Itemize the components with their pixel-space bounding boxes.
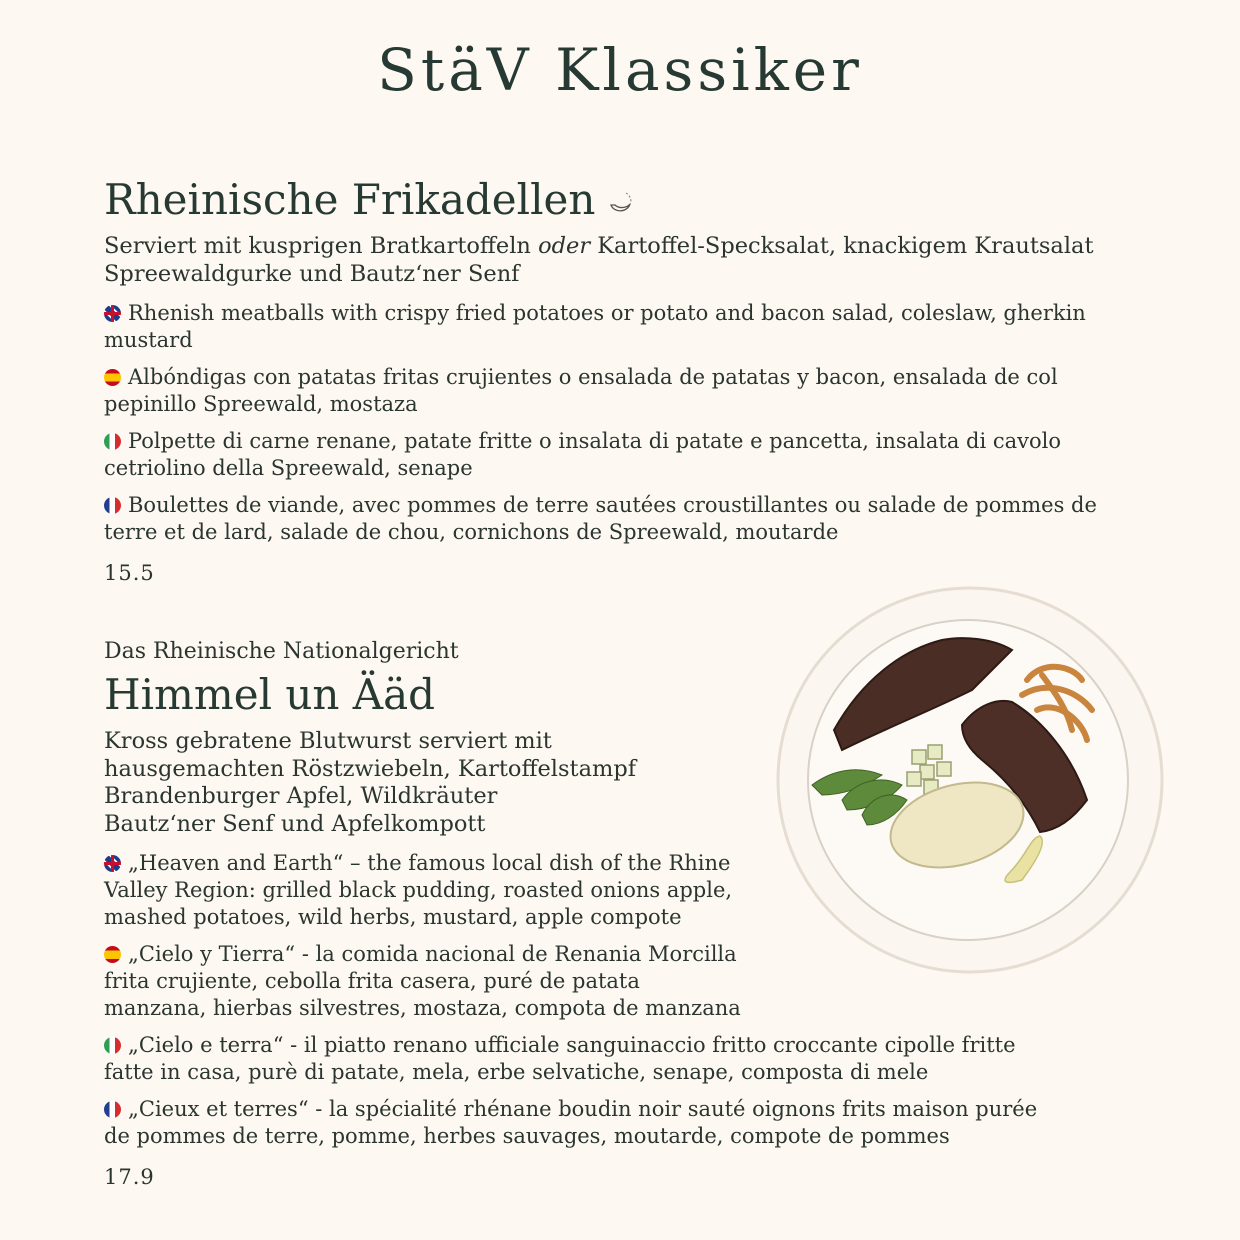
translation-en [104,300,1104,354]
dish-description [104,233,1104,288]
menu-item-frikadellen [104,175,1104,586]
italy-flag-icon [104,433,121,450]
description-line: Brandenburger Apfel, Wildkräuter [104,783,498,809]
translation-text: Albóndigas con patatas fritas crujientes o ensalada de patatas y bacon, ensalada de col pepinillo Spreewald, mostaza [104,365,1058,416]
description-text: Serviert mit kusprigen Bratkartoffeln [104,233,539,259]
france-flag-icon [104,497,121,514]
translation-es [104,364,1104,418]
dish-title [104,175,1104,225]
description-line: Kross gebratene Blutwurst serviert mit [104,728,552,754]
description-text: Kartoffel-Specksalat, knackigem Krautsalat Spreewaldgurke und Bautz‘ner Senf [104,233,1094,287]
translation-fr [104,492,1104,546]
translation-text: „Cieux et terres“ - la spécialité rhénane boudin noir sauté oignons frits maison purée de pommes de terre, pomme, herbes sauvages, moutarde, compote de pommes [104,1097,1038,1148]
dish-kicker: Das Rheinische Nationalgericht [104,639,459,664]
price: 15.5 [104,561,155,585]
description-line: hausgemachten Röstzwiebeln, Kartoffelstampf [104,755,637,782]
translation-en [104,850,744,931]
description-line: Bautz‘ner Senf und Apfelkompott [104,810,486,837]
translation-text: „Cielo y Tierra“ - la comida nacional de Renania Morcilla frita crujiente, cebolla frita casera, puré de patata manzana, hierbas silvestres, mostaza, compota de manzana [104,942,741,1020]
page-title: StäV Klassiker [377,36,863,104]
uk-flag-icon [104,305,121,322]
france-flag-icon [104,1101,121,1118]
translation-text: „Heaven and Earth“ – the famous local dish of the Rhine Valley Region: grilled black pudding, roasted onions apple, mashed potatoes, wild herbs, mustard, apple compote [104,851,733,929]
translation-it [104,428,1104,482]
spain-flag-icon [104,369,121,386]
translation-text: „Cielo e terra“ - il piatto renano ufficiale sanguinaccio fritto croccante cipolle fritte fatte in casa, purè di patate, mela, erbe selvatiche, senape, composta di mele [104,1033,1016,1084]
italy-flag-icon [104,1037,121,1054]
translation-text: Boulettes de viande, avec pommes de terre sautées croustillantes ou salade de pommes de terre et de lard, salade de chou, cornichons de Spreewald, moutarde [104,493,1097,544]
translation-es [104,941,744,1022]
translation-it [104,1032,1064,1086]
translation-text: Rhenish meatballs with crispy fried potatoes or potato and bacon salad, coleslaw, gherkin mustard [104,301,1086,352]
moon-icon [605,188,635,218]
description-emphasis: oder [538,233,591,259]
translation-text: Polpette di carne renane, patate fritte o insalata di patate e pancetta, insalata di cavolo cetriolino della Spreewald, senape [104,429,1062,480]
dish-title: Himmel un Ääd [104,670,436,719]
plate-illustration [772,580,1168,976]
translation-fr [104,1096,1064,1150]
price: 17.9 [104,1165,155,1189]
spain-flag-icon [104,946,121,963]
uk-flag-icon [104,855,121,872]
dish-title-text: Rheinische Frikadellen [104,175,596,224]
